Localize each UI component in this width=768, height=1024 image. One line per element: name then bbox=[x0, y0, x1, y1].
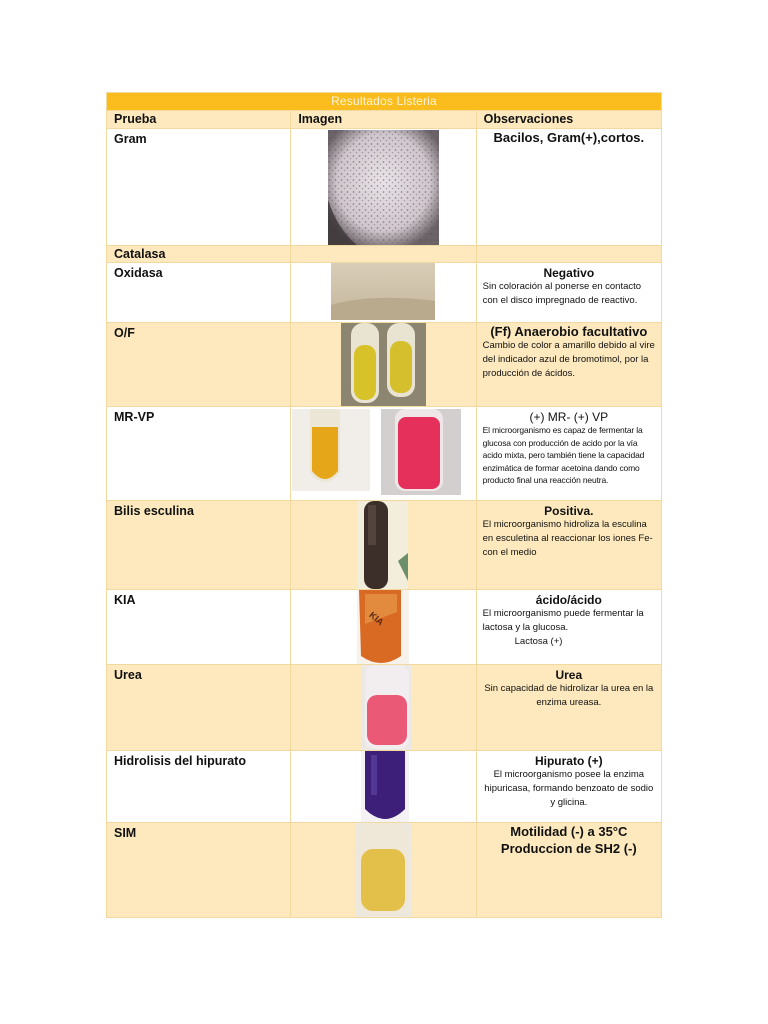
table-row bbox=[107, 129, 662, 246]
hippurate-tube-photo bbox=[361, 751, 409, 823]
image-cell bbox=[291, 129, 476, 246]
table-row bbox=[107, 751, 662, 823]
kia-tube-photo bbox=[357, 590, 409, 665]
prueba-name: KIA bbox=[114, 593, 136, 607]
obs-text: El microorganismo posee la enzima hipuricasa, formando benzoato de sodio y glicina. bbox=[484, 769, 654, 808]
table-row bbox=[107, 407, 662, 501]
mr-tube-photo bbox=[292, 409, 370, 491]
obs-text: Sin capacidad de hidrolizar la urea en la enzima ureasa. bbox=[484, 683, 654, 708]
table-title: Resultados Listeria bbox=[107, 93, 662, 111]
obs-title: Motilidad (-) a 35°C bbox=[510, 824, 628, 839]
image-cell bbox=[291, 823, 476, 918]
prueba-name: SIM bbox=[114, 826, 137, 840]
obs-extra: Lactosa (+) bbox=[514, 636, 563, 647]
image-cell bbox=[291, 665, 476, 751]
prueba-name: Catalasa bbox=[114, 247, 166, 261]
prueba-name: O/F bbox=[114, 326, 135, 340]
obs-title: Hipurato (+) bbox=[534, 754, 603, 768]
table-row bbox=[107, 323, 662, 407]
image-cell bbox=[291, 751, 476, 823]
table-row bbox=[107, 665, 662, 751]
prueba-name: Gram bbox=[114, 132, 147, 146]
obs-title: (Ff) Anaerobio facultativo bbox=[490, 324, 648, 339]
obs-title: Negativo bbox=[543, 266, 595, 280]
table-row bbox=[107, 501, 662, 590]
obs-cell bbox=[476, 246, 661, 263]
header-prueba: Prueba bbox=[107, 111, 291, 129]
prueba-name: MR-VP bbox=[114, 410, 155, 424]
of-tubes-photo bbox=[341, 323, 426, 407]
gram-stain-micrograph bbox=[328, 130, 439, 246]
oxidase-disk-photo bbox=[331, 263, 435, 320]
obs-text: El microorganismo hidroliza la esculina en esculetina al reaccionar los iones Fe- con el medio bbox=[482, 519, 653, 558]
obs-title: Positiva. bbox=[544, 504, 594, 518]
prueba-name: Hidrolisis del hipurato bbox=[114, 754, 246, 768]
image-cell bbox=[291, 501, 476, 590]
urea-tube-photo bbox=[361, 665, 411, 751]
obs-title: Urea bbox=[555, 668, 583, 682]
header-imagen: Imagen bbox=[291, 111, 476, 129]
header-observaciones: Observaciones bbox=[476, 111, 661, 129]
table-row bbox=[107, 263, 662, 323]
obs-text: Cambio de color a amarillo debido al vire del indicador azul de bromotimol, por la producción de ácidos. bbox=[482, 340, 655, 379]
image-cell bbox=[291, 407, 476, 501]
prueba-name: Urea bbox=[114, 668, 142, 682]
obs-title: Bacilos, Gram(+),cortos. bbox=[493, 130, 645, 145]
obs-title: ácido/ácido bbox=[535, 593, 602, 607]
table-row bbox=[107, 823, 662, 918]
table-row bbox=[107, 590, 662, 665]
image-cell bbox=[291, 263, 476, 323]
prueba-name: Oxidasa bbox=[114, 266, 163, 280]
kia-tube-label: KIA bbox=[367, 609, 386, 628]
results-table bbox=[106, 92, 662, 918]
sim-tube-photo bbox=[355, 823, 411, 918]
obs-title-2: Produccion de SH2 (-) bbox=[500, 841, 637, 856]
table-row bbox=[107, 246, 662, 263]
obs-text: Sin coloración al ponerse en contacto con el disco impregnado de reactivo. bbox=[482, 281, 642, 306]
image-cell bbox=[291, 590, 476, 665]
bile-esculin-tube-photo bbox=[358, 501, 408, 590]
vp-tube-photo bbox=[381, 409, 461, 495]
obs-title: (+) MR- (+) VP bbox=[529, 410, 609, 424]
image-cell bbox=[291, 246, 476, 263]
prueba-name: Bilis esculina bbox=[114, 504, 194, 518]
obs-text: El microorganismo puede fermentar la lactosa y la glucosa. bbox=[482, 608, 644, 633]
obs-text: El microorganismo es capaz de fermentar la glucosa con producción de acido por la vía acido mixta, pero también tiene la capacidad enzimática de formar acetoina dando como producto final una reacción neutra. bbox=[482, 425, 645, 486]
image-cell bbox=[291, 323, 476, 407]
